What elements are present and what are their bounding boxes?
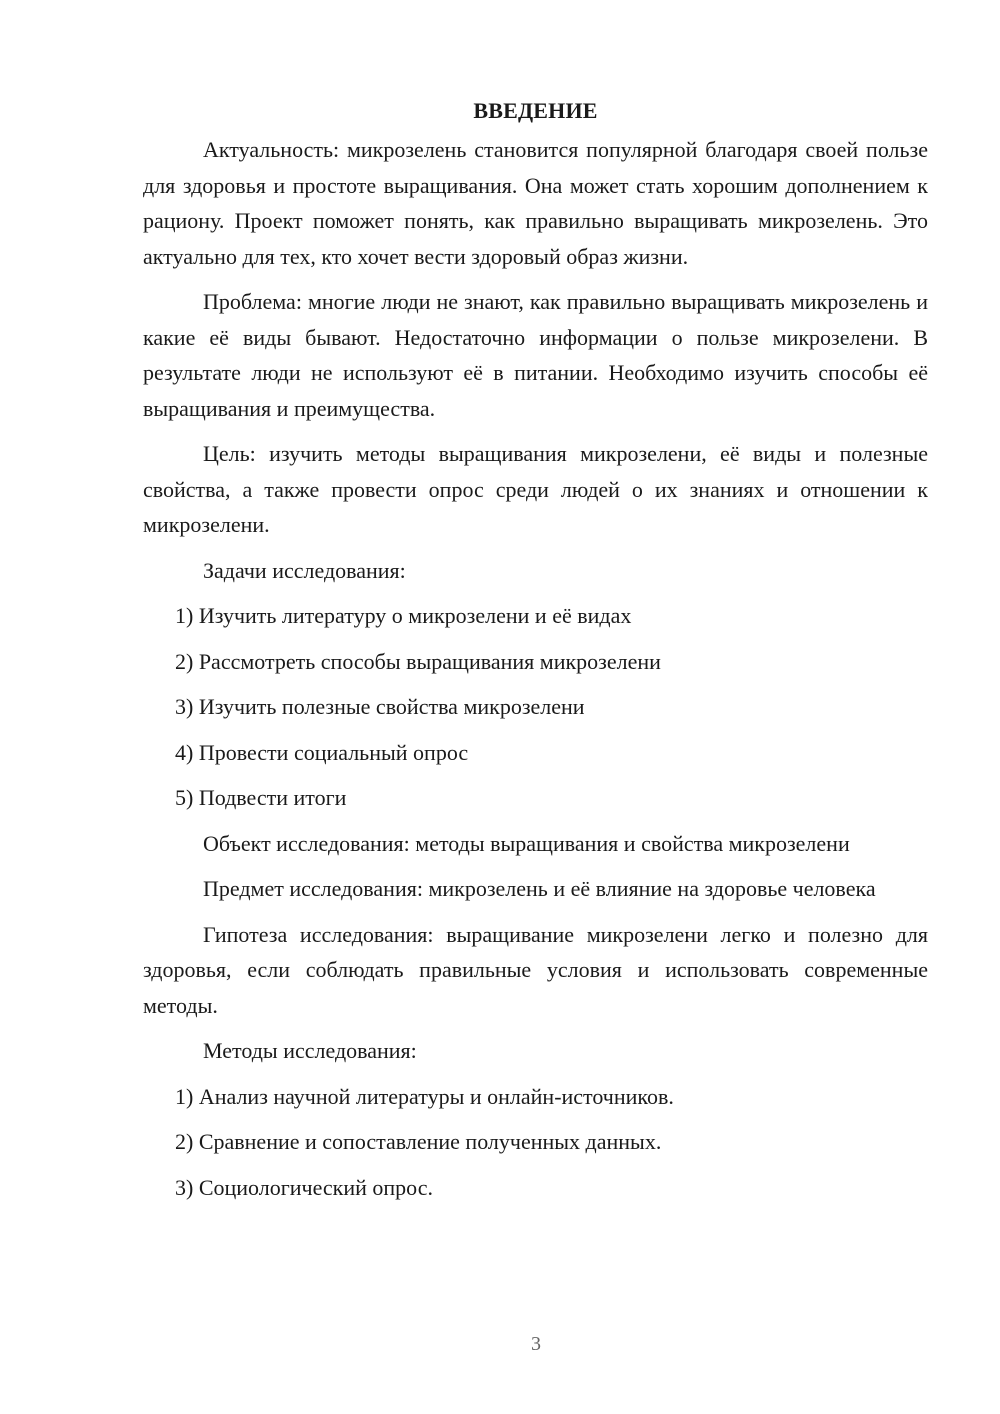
tasks-label: Задачи исследования: xyxy=(203,557,406,583)
section-heading: ВВЕДЕНИЕ xyxy=(473,98,598,123)
goal-paragraph: Цель: изучить методы выращивания микрозелени, её виды и полезные свойства, а также провести опрос среди людей о их знаниях и отношении к микрозелени. xyxy=(143,441,928,537)
method-item: 3) Социологический опрос. xyxy=(175,1174,433,1200)
problem-paragraph: Проблема: многие люди не знают, как правильно выращивать микрозелень и какие её виды бывают. Недостаточно информации о пользе микрозелени. В результате люди не используют её в питании. Необходимо изучить способы её выращивания и преимущества. xyxy=(143,289,928,421)
task-item: 4) Провести социальный опрос xyxy=(175,739,469,765)
relevance-paragraph: Актуальность: микрозелень становится популярной благодаря своей пользе для здоровья и простоте выращивания. Она может стать хорошим дополнением к рациону. Проект поможет понять, как правильно выращивать микрозелень. Это актуально для тех, кто хочет вести здоровый образ жизни. xyxy=(143,137,928,269)
subject-paragraph: Предмет исследования: микрозелень и её влияние на здоровье человека xyxy=(203,876,876,901)
task-item: 1) Изучить литературу о микрозелени и её видах xyxy=(175,603,632,628)
method-item: 1) Анализ научной литературы и онлайн-источников. xyxy=(175,1083,674,1109)
document-page xyxy=(143,96,928,1215)
methods-list xyxy=(143,1079,928,1206)
hypothesis-paragraph: Гипотеза исследования: выращивание микрозелени легко и полезно для здоровья, если соблюдать правильные условия и использовать современные методы. xyxy=(143,921,928,1018)
object-paragraph: Объект исследования: методы выращивания и свойства микрозелени xyxy=(203,830,850,856)
tasks-list xyxy=(143,598,928,816)
page-number: 3 xyxy=(531,1333,541,1355)
methods-label: Методы исследования: xyxy=(203,1038,417,1063)
task-item: 2) Рассмотреть способы выращивания микрозелени xyxy=(175,648,661,674)
method-item: 2) Сравнение и сопоставление полученных данных. xyxy=(175,1129,662,1154)
task-item: 3) Изучить полезные свойства микрозелени xyxy=(175,694,585,719)
task-item: 5) Подвести итоги xyxy=(175,785,347,810)
